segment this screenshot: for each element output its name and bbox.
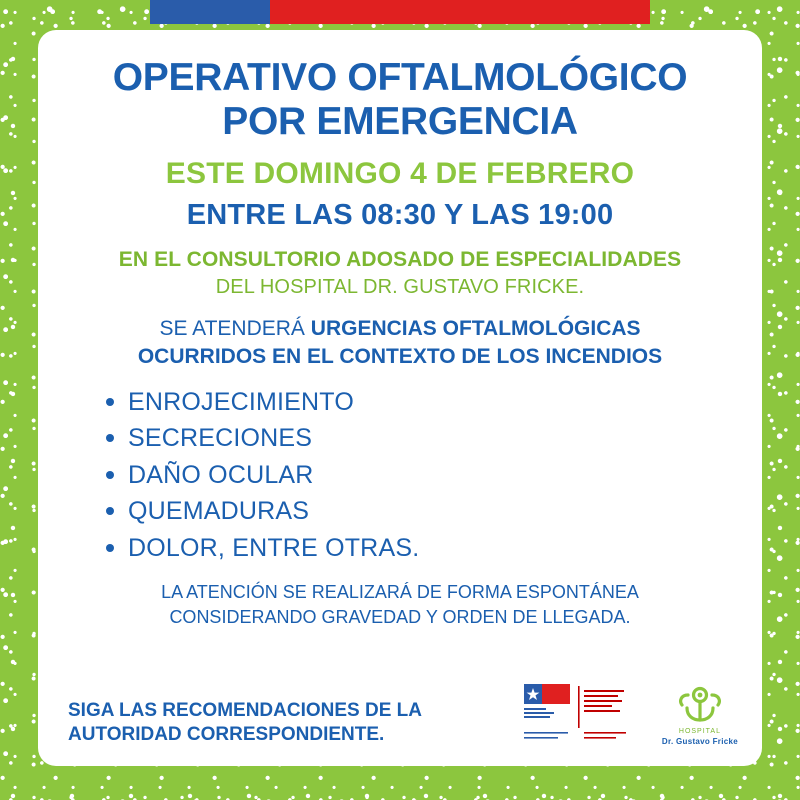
bullet-icon	[106, 544, 114, 552]
poster-card	[38, 30, 762, 766]
attention-statement	[68, 315, 732, 370]
bullet-icon	[106, 507, 114, 515]
minsal-logo	[524, 684, 628, 746]
bullet-icon	[106, 471, 114, 479]
attention-prefix: SE ATENDERÁ	[159, 317, 311, 341]
list-item	[128, 457, 732, 494]
flag-blue-band	[150, 0, 270, 24]
attention-note	[68, 580, 732, 629]
event-hours: ENTRE LAS 08:30 Y LAS 19:00	[186, 199, 614, 232]
note-line-2: CONSIDERANDO GRAVEDAD Y ORDEN DE LLEGADA.	[169, 606, 631, 627]
list-item	[128, 420, 732, 457]
symptom-label: QUEMADURAS	[128, 497, 310, 526]
event-date: ESTE DOMINGO 4 DE FEBRERO	[165, 157, 635, 191]
flag-red-band	[270, 0, 650, 24]
page-title	[68, 56, 732, 143]
title-line-1: OPERATIVO OFTALMOLÓGICO	[112, 56, 688, 99]
bullet-icon	[106, 434, 114, 442]
note-line-1: LA ATENCIÓN SE REALIZARÁ DE FORMA ESPONTÁNEA	[161, 582, 639, 603]
chile-flag-strip	[150, 0, 650, 24]
servicio-salud-logo-icon	[576, 684, 628, 746]
recommendations-text	[68, 699, 422, 748]
hospital-logo-name: Dr. Gustavo Fricke	[661, 737, 738, 746]
hospital-logo-caption: HOSPITAL	[678, 728, 721, 735]
event-place-line-1: EN EL CONSULTORIO ADOSADO DE ESPECIALIDADES	[118, 248, 682, 272]
recommendations-line-1: SIGA LAS RECOMENDACIONES DE LA	[68, 699, 422, 721]
poster-footer	[68, 682, 738, 748]
symptoms-list	[68, 384, 732, 567]
recommendations-line-2: AUTORIDAD CORRESPONDIENTE.	[68, 724, 385, 746]
logo-group	[524, 682, 738, 748]
symptom-label: ENROJECIMIENTO	[128, 387, 354, 416]
list-item	[128, 493, 732, 530]
attention-strong: URGENCIAS OFTALMOLÓGICAS	[310, 317, 641, 341]
symptom-label: SECRECIONES	[128, 424, 313, 453]
hospital-logo	[662, 682, 738, 746]
list-item	[128, 530, 732, 567]
bullet-icon	[106, 398, 114, 406]
attention-line-2: OCURRIDOS EN EL CONTEXTO DE LOS INCENDIOS	[137, 344, 663, 368]
symptom-label: DOLOR, ENTRE OTRAS.	[128, 533, 420, 562]
event-place-line-2: DEL HOSPITAL DR. GUSTAVO FRICKE.	[215, 276, 585, 299]
hospital-emblem-icon	[675, 682, 725, 726]
symptom-label: DAÑO OCULAR	[128, 460, 314, 489]
chile-government-flag-icon	[524, 684, 570, 746]
list-item	[128, 384, 732, 421]
title-line-2: POR EMERGENCIA	[222, 99, 578, 143]
